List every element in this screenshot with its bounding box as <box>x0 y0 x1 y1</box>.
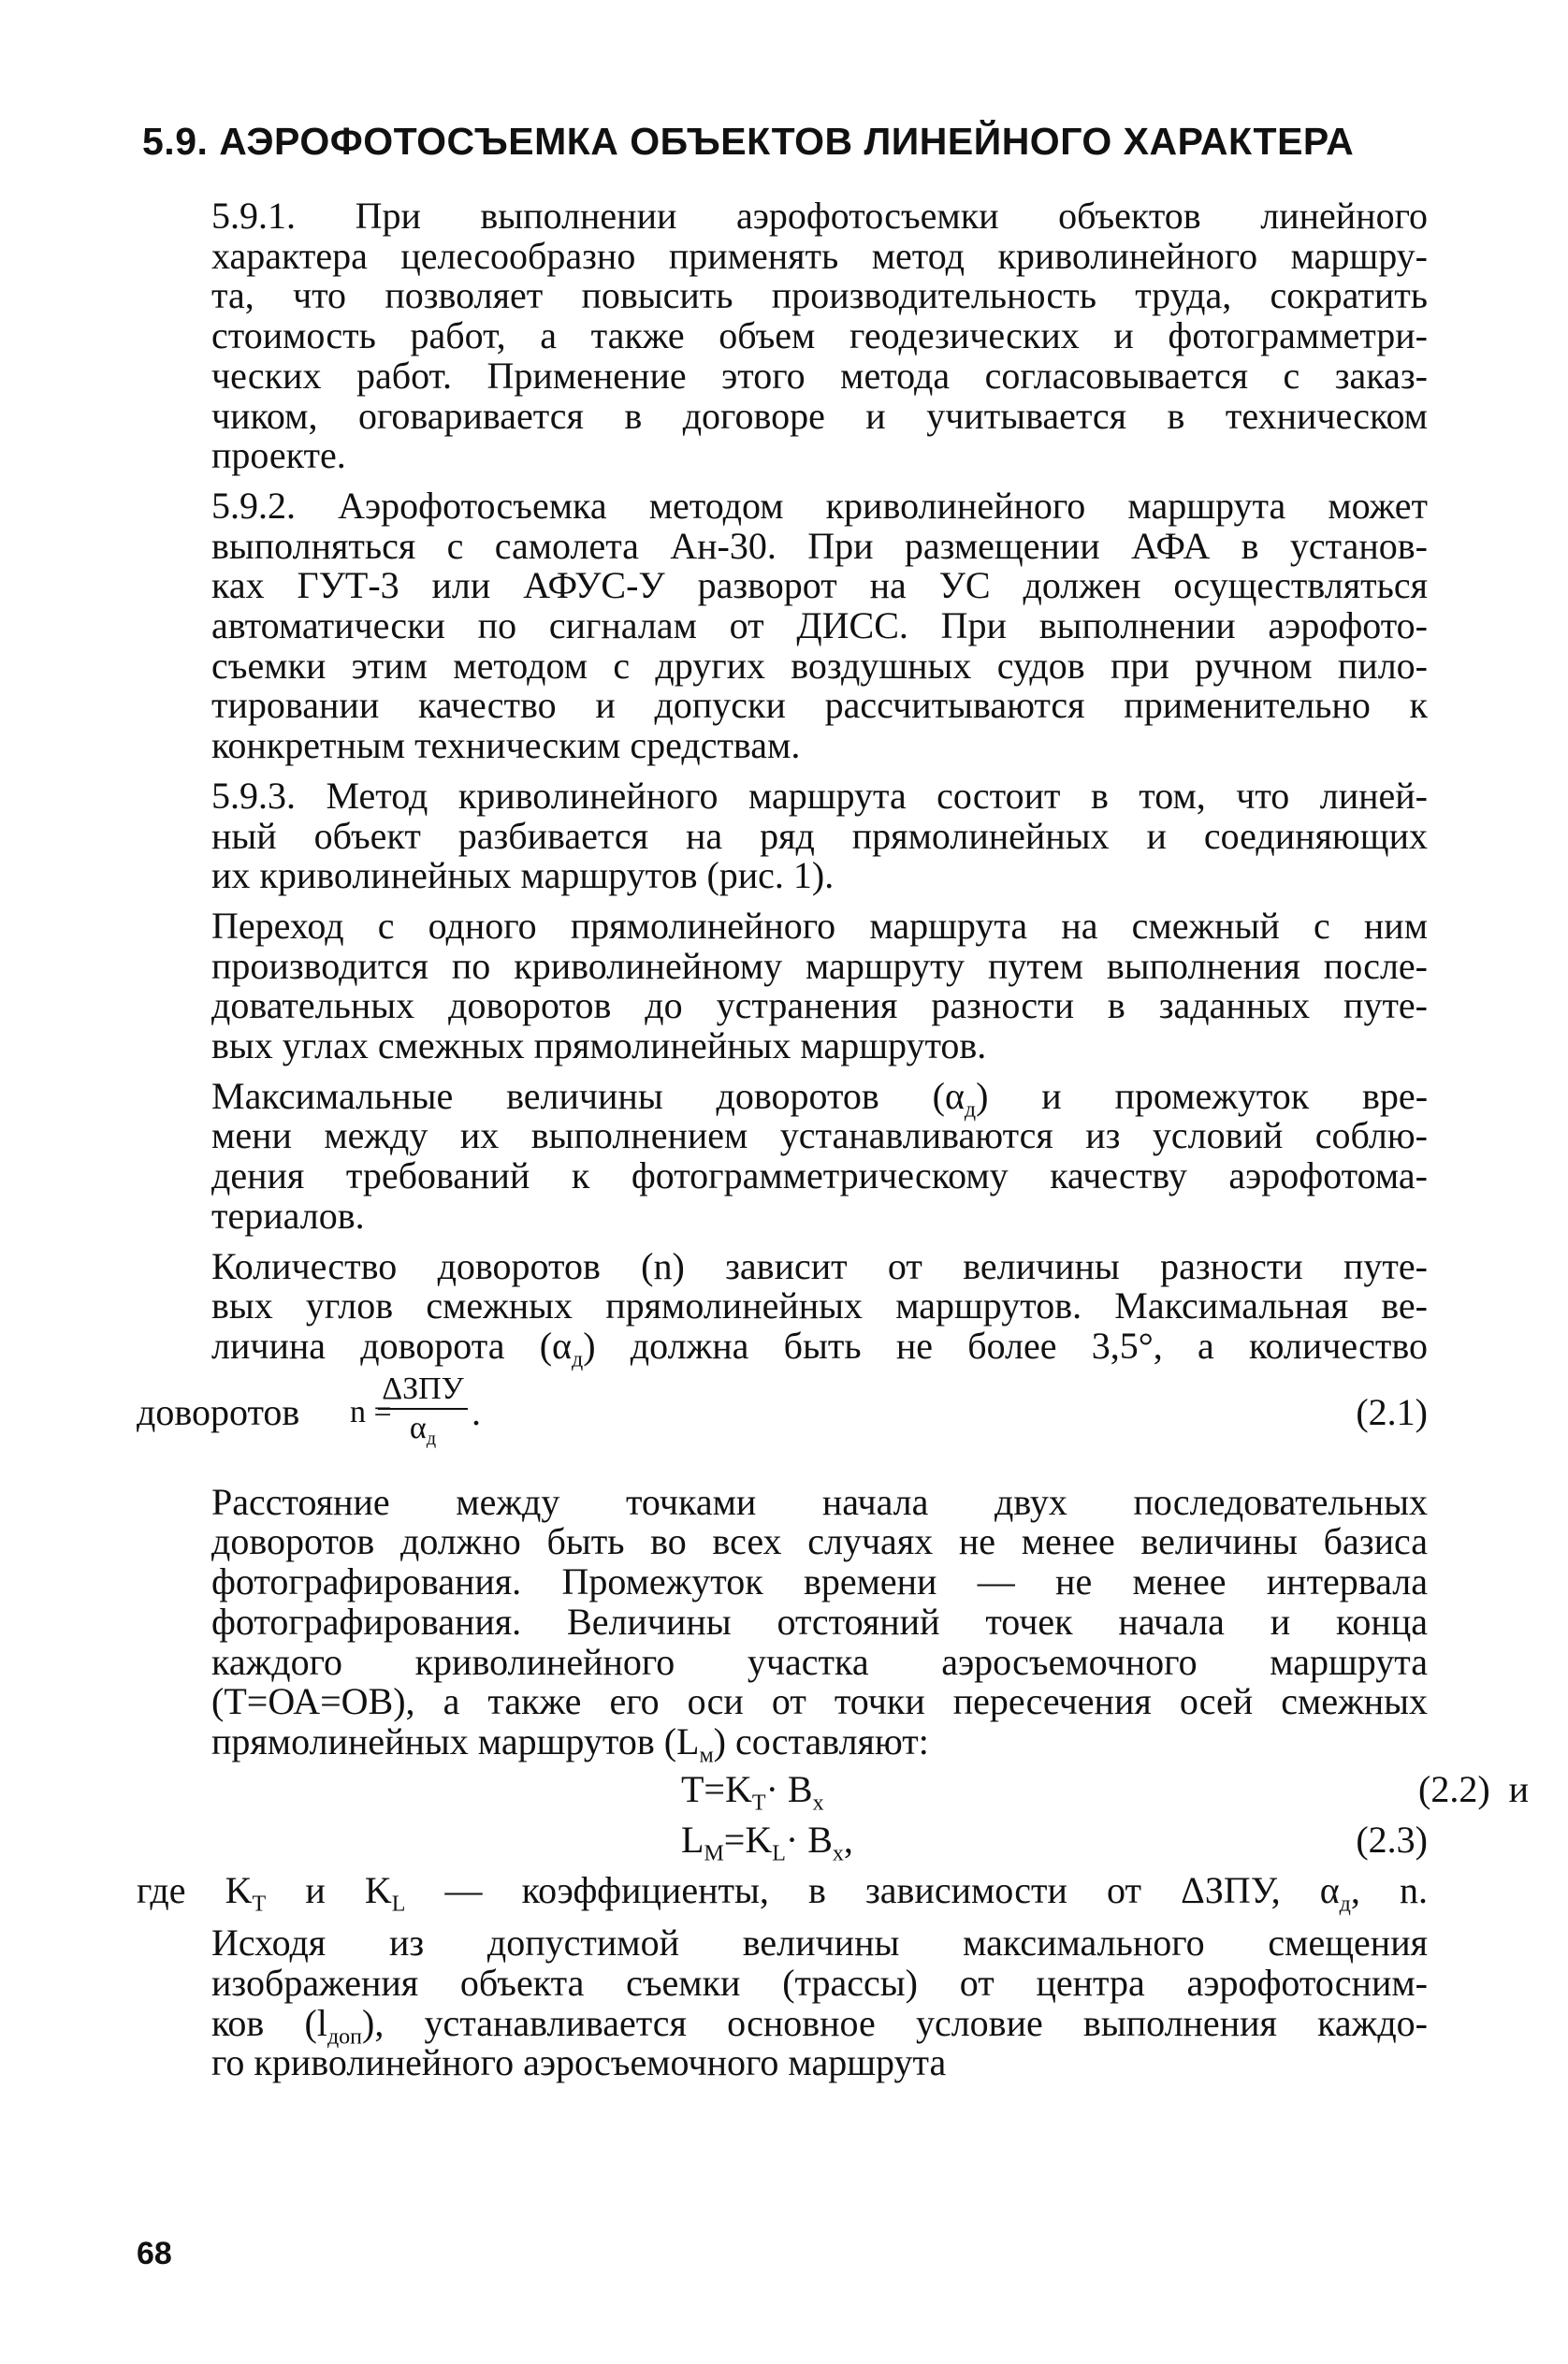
paragraph-distance <box>137 1480 1428 1768</box>
text-line: изображения объекта съемки (трассы) от центра аэрофотосним- <box>211 1962 1428 2005</box>
text-line: ках ГУТ-3 или АФУС-У разворот на УС должен осуществляться <box>211 564 1428 607</box>
fraction-numerator: ΔЗПУ <box>378 1371 468 1410</box>
text-line: проекте. <box>211 434 346 477</box>
section-heading: 5.9. АЭРОФОТОСЪЕМКА ОБЪЕКТОВ ЛИНЕЙНОГО ХАРАКТЕРА <box>142 120 1355 163</box>
text-line: стоимость работ, а также объем геодезических и фотограмметри- <box>211 314 1428 357</box>
formula-expression: $L_M=K_L\cdot В_x$, <box>681 1818 853 1865</box>
formula-2-2 <box>137 1767 1530 1815</box>
text-line: Расстояние между точками начала двух последовательных <box>211 1480 1428 1523</box>
paragraph-turn-count <box>137 1244 1428 1372</box>
body-text <box>137 195 1530 2094</box>
text-line: Исходя из допустимой величины максимального смещения <box>211 1922 1428 1965</box>
text-line: 5.9.1. При выполнении аэрофотосъемки объектов линейного <box>211 195 1428 237</box>
paragraph-5-9-3 <box>137 776 1428 896</box>
text-line: дения требований к фотограмметрическому качеству аэрофотома- <box>211 1154 1428 1197</box>
text-line: го криволинейного аэросъемочного маршрута <box>211 2041 947 2084</box>
text-line: тировании качество и допуски рассчитываются применительно к <box>211 684 1428 727</box>
equation-number: (2.3) <box>1356 1818 1428 1861</box>
text-line: где $K_Т$ и $K_L$ — коэффициенты, в зависимости от ΔЗПУ, $\alpha_д$, n. <box>137 1868 1428 1916</box>
text-line: ков $(l_{доп})$, устанавливается основное условие выполнения каждо- <box>211 2001 1428 2050</box>
text-line: фотографирования. Величины отстояний точек начала и конца <box>211 1600 1428 1643</box>
formula-lhs: n = <box>350 1394 392 1429</box>
paragraph-5-9-1 <box>137 196 1428 476</box>
formula-fraction <box>378 1371 468 1447</box>
text-line: вых углов смежных прямолинейных маршрутов. Максимальная ве- <box>211 1284 1428 1327</box>
text-line: 5.9.2. Аэрофотосъемка методом криволинейного маршрута может <box>211 484 1428 527</box>
fraction-denominator: $\alpha_д$ <box>409 1410 437 1449</box>
text-line: конкретным техническим средствам. <box>211 724 801 767</box>
paragraph-where <box>137 1868 1428 1916</box>
text-line: выполняться с самолета Ан-30. При размещении АФА в установ- <box>211 524 1428 567</box>
equation-number: (2.1) <box>1356 1390 1428 1433</box>
text-line: каждого криволинейного участка аэросъемочного маршрута <box>211 1640 1428 1683</box>
text-line: их криволинейных маршрутов (рис. 1). <box>211 854 835 897</box>
text-line: Переход с одного прямолинейного маршрута на смежный с ним <box>211 904 1428 947</box>
paragraph-5-9-2 <box>137 486 1428 766</box>
formula-2-3 <box>137 1820 1428 1865</box>
paragraph-max-turns <box>137 1074 1429 1237</box>
text-line: доворотов должно быть во всех случаях не менее величины базиса <box>211 1520 1428 1563</box>
text-line: Максимальные величины доворотов $(\alpha_д)$ и промежуток вре- <box>211 1074 1429 1123</box>
text-line: ный объект разбивается на ряд прямолинейных и соединяющих <box>211 814 1428 857</box>
text-line: фотографирования. Промежуток времени — не менее интервала <box>211 1560 1428 1603</box>
text-line: чиком, оговаривается в договоре и учитывается в техническом <box>211 394 1428 437</box>
paragraph-final <box>137 1923 1428 2083</box>
page-number: 68 <box>137 2236 172 2271</box>
text-line: Количество доворотов (n) зависит от величины разности путе- <box>211 1244 1428 1287</box>
formula-2-1 <box>137 1371 1428 1455</box>
text-line: та, что позволяет повысить производительность труда, сократить <box>211 274 1428 317</box>
text-line: съемки этим методом с других воздушных судов при ручном пило- <box>211 644 1428 687</box>
formula-lead-text: доворотов <box>137 1390 300 1433</box>
text-line: ческих работ. Применение этого метода согласовывается с заказ- <box>211 354 1428 397</box>
text-line: производится по криволинейному маршруту путем выполнения после- <box>211 944 1428 987</box>
text-line: вых углах смежных прямолинейных маршрутов. <box>211 1024 987 1067</box>
text-line: автоматически по сигналам от ДИСС. При выполнении аэрофото- <box>211 604 1428 647</box>
text-line: довательных доворотов до устранения разности в заданных путе- <box>211 984 1428 1027</box>
text-line: прямолинейных маршрутов $(L_м)$ составляют: <box>211 1719 929 1768</box>
equation-number: (2.2) и <box>1418 1767 1530 1810</box>
text-line: личина доворота $(\alpha_д)$ должна быть не более 3,5°, а количество <box>211 1324 1428 1372</box>
text-line: 5.9.3. Метод криволинейного маршрута состоит в том, что линей- <box>211 774 1428 817</box>
formula-expression: $Т=K_Т\cdot В_x$ <box>681 1767 824 1815</box>
text-line: (Т=ОА=ОВ), а также его оси от точки пересечения осей смежных <box>211 1680 1428 1723</box>
text-line: мени между их выполнением устанавливаются из условий соблю- <box>211 1114 1428 1157</box>
paragraph-transition <box>137 906 1428 1066</box>
formula-period: . <box>472 1390 481 1433</box>
text-line: териалов. <box>211 1194 365 1237</box>
text-line: характера целесообразно применять метод криволинейного маршру- <box>211 234 1428 277</box>
